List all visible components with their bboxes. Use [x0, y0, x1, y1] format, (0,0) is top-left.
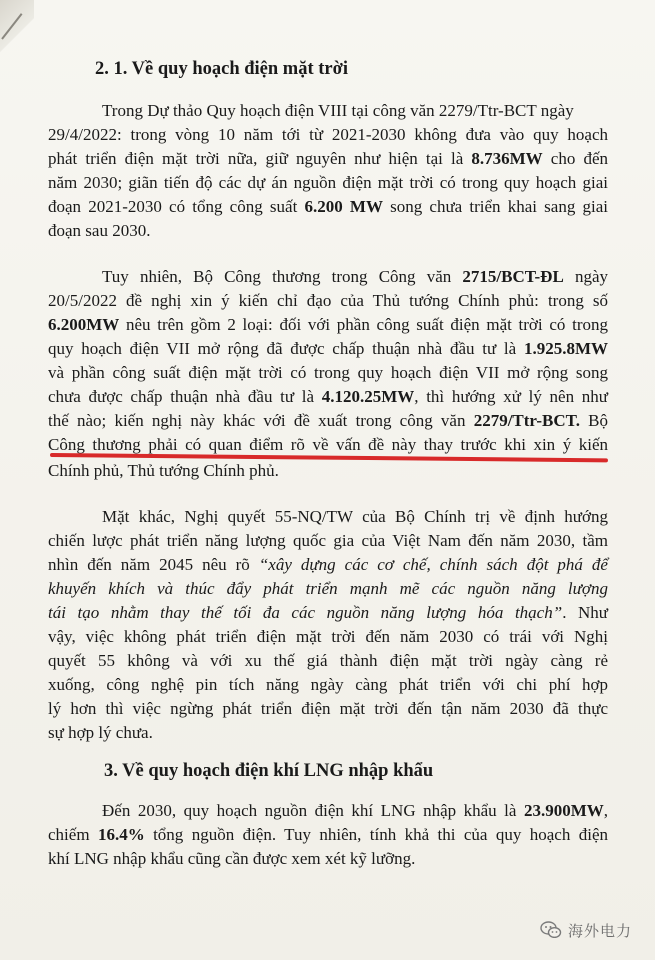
s2p3-line-1: Mặt khác, Nghị quyết 55-NQ/TW của Bộ Chính trị về định hướng: [102, 507, 608, 526]
s2p3-line-4: khuyến khích và thúc đẩy phát triển mạnh mẽ các nguồn năng lượng: [48, 579, 608, 598]
section-3-heading: 3. Về quy hoạch điện khí LNG nhập khẩu: [104, 761, 434, 781]
s2p1-line-5: đoạn 2021-2030 có tổng công suất 6.200 MW song chưa triển khai sang giai: [48, 197, 609, 216]
s2p1-line-6: đoạn sau 2030.: [48, 221, 151, 240]
s3p1-line-1: Đến 2030, quy hoạch nguồn điện khí LNG nhập khẩu là 23.900MW,: [102, 801, 608, 820]
s3p1-line-3: khí LNG nhập khẩu cũng cần được xem xét kỹ lưỡng.: [48, 849, 416, 868]
s2p2-line-8: Công thương phải có quan điểm rõ về vấn đề này thay trước khi xin ý kiến: [48, 435, 608, 454]
s2p3-line-8: xuống, công nghệ pin tích năng ngày càng phát triển với chi phí hợp: [48, 675, 608, 694]
watermark-text: 海外电力: [568, 921, 633, 940]
s2p3-line-3: nhìn đến năm 2045 nêu rõ “xây dựng các cơ chế, chính sách đột phá để: [48, 555, 608, 574]
s2p2-line-9: Chính phủ, Thủ tướng Chính phủ.: [48, 461, 279, 480]
section-2-heading: 2. 1. Về quy hoạch điện mặt trời: [95, 59, 348, 79]
s2p2-line-4: quy hoạch điện VII mở rộng đã được chấp thuận nhà đầu tư là 1.925.8MW: [48, 339, 608, 358]
page-corner-fold: [0, 0, 34, 60]
wechat-icon: [540, 920, 562, 940]
s2p2-line-7: thế nào; kiến nghị này khác với đề xuất trong công văn 2279/Ttr-BCT. Bộ: [48, 411, 609, 430]
s2p3-line-6: vậy, việc không phát triển điện mặt trời đến năm 2030 có trái với Nghị: [48, 627, 608, 646]
s2p2-line-5: và phần công suất điện mặt trời có trong quy hoạch điện VII mở rộng song: [48, 363, 608, 382]
s3p1-line-2: chiếm 16.4% tổng nguồn điện. Tuy nhiên, tính khả thi của quy hoạch điện: [48, 825, 608, 844]
s2p1-line-2: 29/4/2022: trong vòng 10 năm tới từ 2021-2030 không đưa vào quy hoạch: [48, 125, 608, 144]
s2p3-line-5: tái tạo nhằm thay thế tối đa các nguồn năng lượng hóa thạch”. Như: [48, 603, 609, 622]
s2p2-line-6: chưa được chấp thuận nhà đầu tư là 4.120.25MW, thì hướng xử lý nên như: [48, 387, 608, 406]
s2p2-line-2: 20/5/2022 đề nghị xin ý kiến chỉ đạo của Thủ tướng Chính phủ: trong số: [48, 291, 608, 310]
s2p3-line-2: chiến lược phát triển năng lượng quốc gia của Việt Nam đến năm 2030, tầm: [48, 531, 608, 550]
s2p1-line-4: năm 2030; giãn tiến độ các dự án nguồn điện mặt trời có trong quy hoạch giai: [48, 173, 608, 192]
s2p3-line-9: lý hơn thì việc ngừng phát triển điện mặt trời đến tận năm 2030 đã thực: [48, 699, 608, 718]
s2p3-line-10: sự hợp lý chưa.: [48, 723, 153, 742]
s2p2-line-3: 6.200MW nêu trên gồm 2 loại: đối với phần công suất điện mặt trời có trong: [48, 315, 608, 334]
s2p2-line-1: Tuy nhiên, Bộ Công thương trong Công văn 2715/BCT-ĐL ngày: [102, 267, 608, 286]
s2p1-line-1: Trong Dự thảo Quy hoạch điện VIII tại công văn 2279/Ttr-BCT ngày: [102, 101, 574, 120]
watermark: [540, 918, 632, 942]
s2p1-line-3: phát triển điện mặt trời nữa, giữ nguyên như hiện tại là 8.736MW cho đến: [48, 149, 609, 168]
s2p3-line-7: quyết 55 không và với xu thế giá thành điện mặt trời ngày càng rẻ: [48, 651, 608, 670]
